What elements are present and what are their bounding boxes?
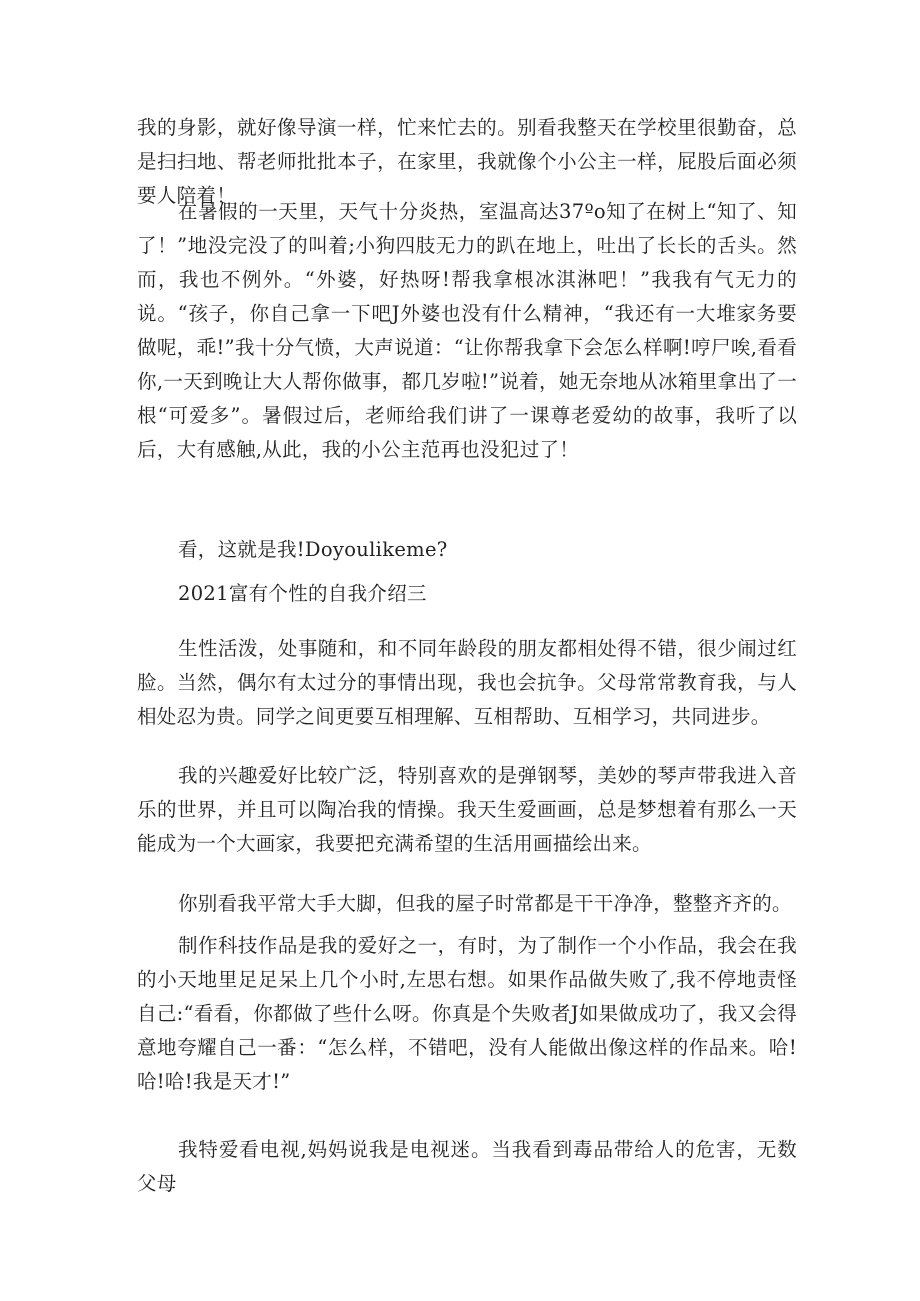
paragraph-1: 我的身影，就好像导演一样，忙来忙去的。别看我整天在学校里很勤奋，总是扫扫地、帮老师批批本子，在家里，我就像个小公主一样，屁股后面必须要人陪着！	[137, 116, 797, 207]
paragraph-8: 我特爱看电视,妈妈说我是电视迷。当我看到毒品带给人的危害，无数父母	[137, 1138, 797, 1195]
paragraph-4: 生性活泼，处事随和，和不同年龄段的朋友都相处得不错，很少闹过红脸。当然，偶尔有太过分的事情出现，我也会抗争。父母常常教育我，与人相处忍为贵。同学之间更要互相理解、互相帮助、互相学习，共同进步。	[137, 637, 797, 728]
paragraph-6: 你别看我平常大手大脚，但我的屋子时常都是干干净净，整整齐齐的。	[178, 892, 792, 915]
paragraph-5: 我的兴趣爱好比较广泛，特别喜欢的是弹钢琴，美妙的琴声带我进入音乐的世界，并且可以陶冶我的情操。我天生爱画画，总是梦想着有那么一天能成为一个大画家，我要把充满希望的生活用画描绘出来。	[137, 764, 797, 855]
paragraph-2: 在暑假的一天里，天气十分炎热，室温高达37ºo知了在树上“知了、知了！”地没完没了的叫着;小狗四肢无力的趴在地上，吐出了长长的舌头。然而，我也不例外。“外婆，好热呀!帮我拿根冰淇淋吧！”我我有气无力的说。“孩子，你自己拿一下吧J外婆也没有什么精神，“我还有一大堆家务要做呢，乖!”我十分气愤，大声说道：“让你帮我拿下会怎么样啊!哼尸唉,看看你,一天到晚让大人帮你做事，都几岁啦!”说着，她无奈地从冰箱里拿出了一根“可爱多”。暑假过后，老师给我们讲了一课尊老爱幼的故事，我听了以后，大有感触,从此，我的小公主范再也没犯过了！	[137, 200, 797, 461]
section-heading: 2021富有个性的自我介绍三	[178, 582, 427, 605]
paragraph-3: 看，这就是我!Doyoulikeme?	[178, 538, 448, 561]
paragraph-7: 制作科技作品是我的爱好之一，有时，为了制作一个小作品，我会在我的小天地里足足呆上几个小时,左思右想。如果作品做失败了,我不停地责怪自己:“看看，你都做了些什么呀。你真是个失败者J如果做成功了，我又会得意地夸耀自己一番：“怎么样，不错吧，没有人能做出像这样的作品来。哈!哈!哈!我是天才!”	[137, 934, 797, 1093]
